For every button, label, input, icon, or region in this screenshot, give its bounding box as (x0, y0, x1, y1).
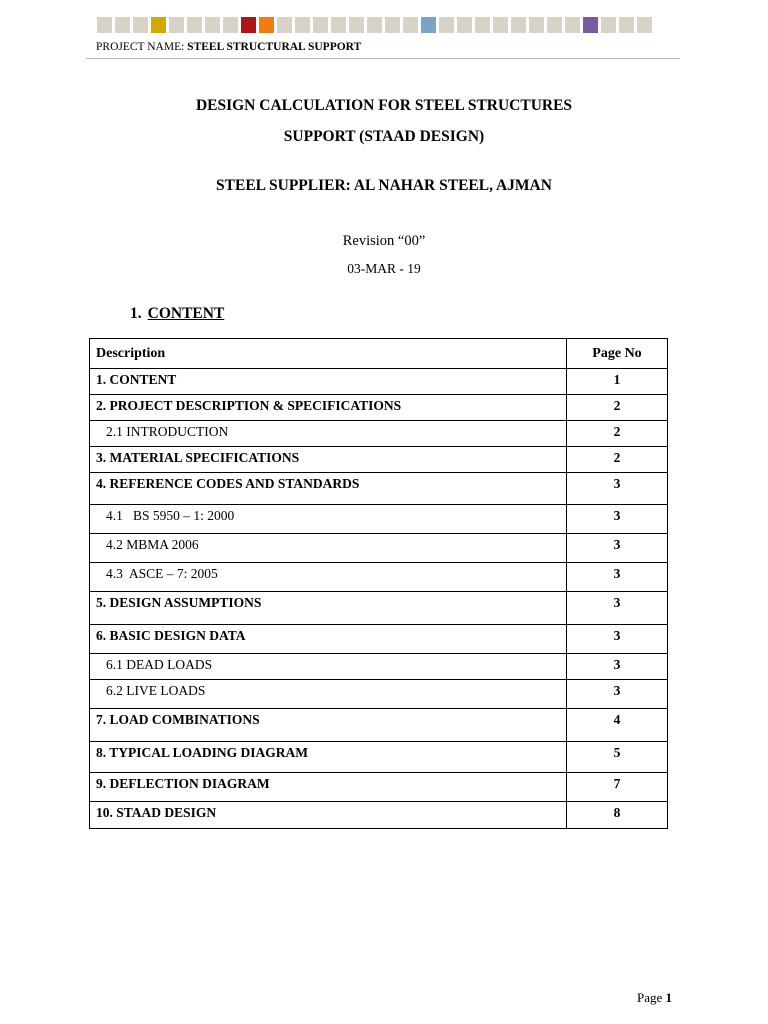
row-description: 2.1 INTRODUCTION (90, 421, 567, 447)
table-row (90, 709, 668, 742)
row-page: 2 (567, 421, 668, 447)
strip-block (187, 17, 202, 33)
strip-block (637, 17, 652, 33)
row-page: 2 (567, 395, 668, 421)
row-description: 4.1 BS 5950 – 1: 2000 (90, 505, 567, 534)
strip-block (223, 17, 238, 33)
revision: Revision “00” (342, 233, 426, 249)
section-heading (130, 305, 224, 323)
table-row (90, 654, 668, 680)
row-page: 2 (567, 447, 668, 473)
table-row (90, 773, 668, 802)
strip-block (547, 17, 562, 33)
table-row (90, 625, 668, 654)
strip-block (565, 17, 580, 33)
row-page: 5 (567, 742, 668, 773)
strip-block (367, 17, 382, 33)
project-name-line (96, 41, 361, 53)
project-name: STEEL STRUCTURAL SUPPORT (187, 41, 362, 53)
strip-block (97, 17, 112, 33)
footer-label: Page (637, 990, 663, 1005)
row-description: 6.1 DEAD LOADS (90, 654, 567, 680)
strip-block (403, 17, 418, 33)
table-row (90, 534, 668, 563)
doc-title-line2: SUPPORT (STAAD DESIGN) (283, 128, 485, 145)
strip-block (421, 17, 436, 33)
strip-block (493, 17, 508, 33)
strip-block (331, 17, 346, 33)
strip-block (349, 17, 364, 33)
strip-block (457, 17, 472, 33)
row-description: 2. PROJECT DESCRIPTION & SPECIFICATIONS (90, 395, 567, 421)
row-description: 1. CONTENT (90, 369, 567, 395)
table-row (90, 680, 668, 709)
color-strip (97, 17, 652, 33)
doc-title-line1: DESIGN CALCULATION FOR STEEL STRUCTURES (195, 97, 573, 114)
contents-table (89, 338, 668, 829)
row-page: 3 (567, 654, 668, 680)
row-description: 5. DESIGN ASSUMPTIONS (90, 592, 567, 625)
section-number: 1. (130, 305, 142, 322)
row-page: 3 (567, 563, 668, 592)
row-page: 1 (567, 369, 668, 395)
date: 03-MAR - 19 (347, 261, 421, 276)
table-row (90, 505, 668, 534)
strip-block (241, 17, 256, 33)
row-page: 8 (567, 802, 668, 829)
strip-block (151, 17, 166, 33)
strip-block (133, 17, 148, 33)
table-row (90, 473, 668, 505)
table-row (90, 592, 668, 625)
strip-block (511, 17, 526, 33)
row-page: 3 (567, 625, 668, 654)
page-footer (637, 990, 672, 1006)
supplier-line: STEEL SUPPLIER: AL NAHAR STEEL, AJMAN (216, 177, 552, 194)
strip-block (619, 17, 634, 33)
row-page: 3 (567, 680, 668, 709)
strip-block (439, 17, 454, 33)
row-description: 4. REFERENCE CODES AND STANDARDS (90, 473, 567, 505)
row-description: 6. BASIC DESIGN DATA (90, 625, 567, 654)
strip-block (169, 17, 184, 33)
footer-page-number: 1 (665, 990, 673, 1005)
strip-block (295, 17, 310, 33)
header-description: Description (90, 339, 567, 369)
table-row (90, 421, 668, 447)
section-title: CONTENT (147, 305, 225, 322)
strip-block (115, 17, 130, 33)
table-row (90, 369, 668, 395)
strip-block (601, 17, 616, 33)
strip-block (385, 17, 400, 33)
header-page-no: Page No (567, 339, 668, 369)
row-description: 10. STAAD DESIGN (90, 802, 567, 829)
row-description: 7. LOAD COMBINATIONS (90, 709, 567, 742)
row-description: 4.3 ASCE – 7: 2005 (90, 563, 567, 592)
strip-block (277, 17, 292, 33)
row-page: 3 (567, 473, 668, 505)
row-page: 3 (567, 505, 668, 534)
strip-block (205, 17, 220, 33)
table-row (90, 802, 668, 829)
row-description: 6.2 LIVE LOADS (90, 680, 567, 709)
table-header-row (90, 339, 668, 369)
table-row (90, 395, 668, 421)
header-rule (86, 58, 680, 59)
table-row (90, 447, 668, 473)
row-description: 4.2 MBMA 2006 (90, 534, 567, 563)
table-row (90, 563, 668, 592)
table-row (90, 742, 668, 773)
row-page: 3 (567, 592, 668, 625)
row-description: 8. TYPICAL LOADING DIAGRAM (90, 742, 567, 773)
project-label: PROJECT NAME: (96, 41, 185, 53)
strip-block (259, 17, 274, 33)
row-page: 4 (567, 709, 668, 742)
strip-block (475, 17, 490, 33)
strip-block (313, 17, 328, 33)
row-page: 3 (567, 534, 668, 563)
row-description: 3. MATERIAL SPECIFICATIONS (90, 447, 567, 473)
strip-block (529, 17, 544, 33)
row-description: 9. DEFLECTION DIAGRAM (90, 773, 567, 802)
strip-block (583, 17, 598, 33)
row-page: 7 (567, 773, 668, 802)
